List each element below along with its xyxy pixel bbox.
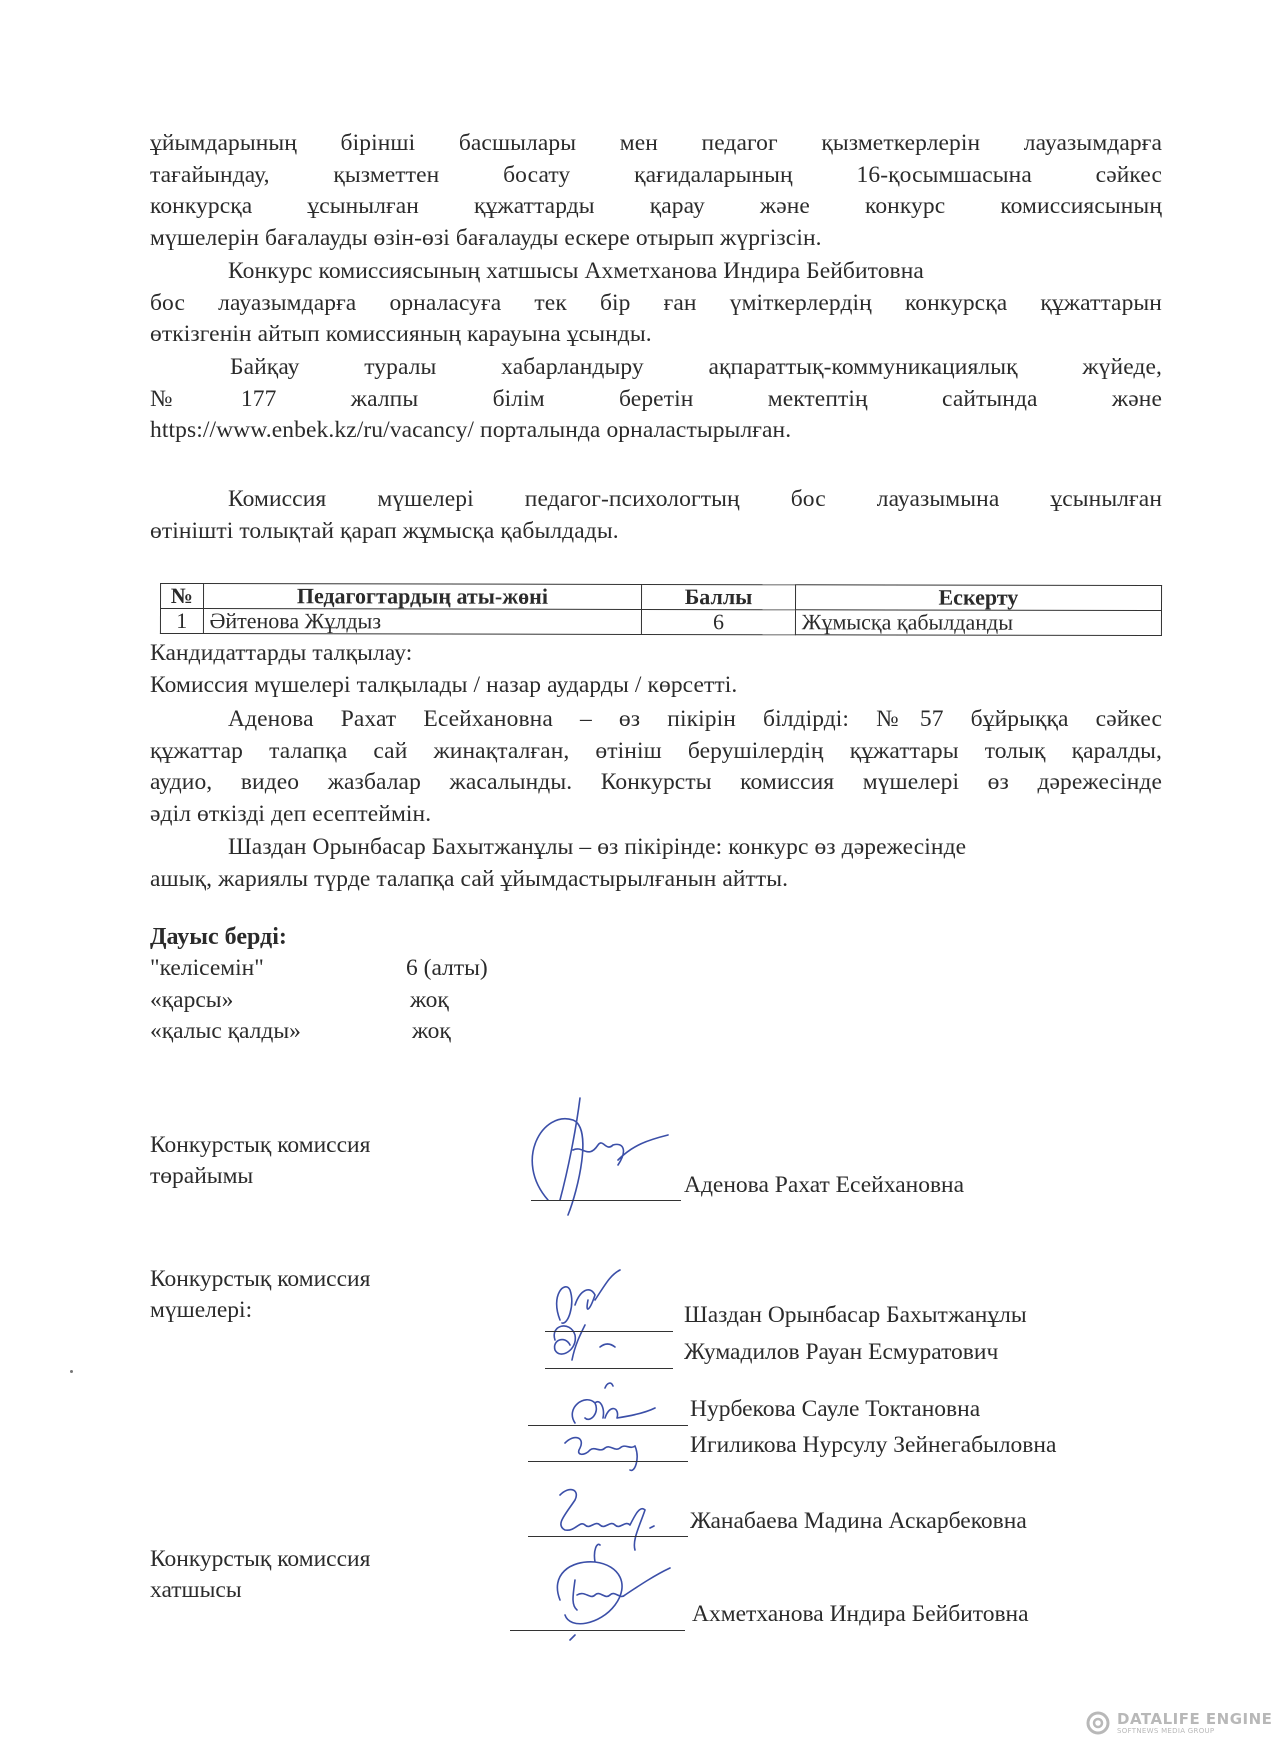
role-line: Конкурстық комиссия bbox=[150, 1266, 371, 1292]
col-name-header: Педагогтардың аты-жөні bbox=[203, 584, 642, 610]
cell-score: 6 bbox=[642, 609, 796, 634]
opinion-adenova bbox=[150, 704, 1162, 830]
member-name: Игиликова Нурсулу Зейнегабыловна bbox=[690, 1432, 1057, 1458]
vote-label: "келісемін" bbox=[150, 955, 264, 981]
role-line: хатшысы bbox=[150, 1577, 242, 1603]
paragraph-secretary bbox=[150, 256, 1162, 351]
text-line: ұйымдарының бірінші басшылары мен педагог қызметкерлерін лауазымдарға bbox=[150, 130, 1162, 156]
member3-signature-line bbox=[528, 1425, 688, 1426]
vote-label: «қалыс қалды» bbox=[150, 1018, 301, 1044]
discussion-section bbox=[150, 638, 1162, 701]
text-line: Конкурс комиссиясының хатшысы Ахметханова Индира Бейбитовна bbox=[228, 258, 924, 284]
role-line: Конкурстық комиссия bbox=[150, 1546, 371, 1572]
text-line: https://www.enbek.kz/ru/vacancy/ порталында орналастырылған. bbox=[150, 417, 792, 443]
col-score-header: Баллы bbox=[642, 584, 796, 609]
vote-title: Дауыс берді: bbox=[150, 924, 287, 950]
text-line: бос лауазымдарға орналасуға тек бір ған үміткерлердің конкурсқа құжаттарын bbox=[150, 289, 1162, 316]
col-number-header: № bbox=[161, 583, 204, 608]
member-name: Нурбекова Сауле Токтановна bbox=[690, 1396, 981, 1422]
members-role bbox=[150, 1264, 370, 1326]
text-line: Аденова Рахат Есейхановна – өз пікірін білдірді: №57 бұйрыққа сәйкес bbox=[228, 706, 1162, 732]
member1-signature-line bbox=[545, 1331, 673, 1332]
text-line: әділ өткізді деп есептеймін. bbox=[150, 800, 432, 827]
opinion-shazdan bbox=[150, 832, 1110, 895]
table-header-row bbox=[161, 583, 1162, 610]
results-table bbox=[160, 583, 1162, 636]
secretary-signature-icon bbox=[535, 1540, 685, 1650]
member4-signature-line bbox=[528, 1461, 688, 1462]
text-line: тағайындау, қызметтен босату қағидаларының 16-қосымшасына сәйкес bbox=[150, 161, 1162, 188]
vote-row-against bbox=[150, 987, 449, 1014]
member3-signature-icon bbox=[555, 1378, 695, 1478]
member2-signature-line bbox=[545, 1368, 673, 1369]
text-line: өтінішті толықтай қарап жұмысқа қабылдады. bbox=[150, 517, 619, 544]
text-line: ашық, жариялы түрде талапқа сай ұйымдастырылғанын айтты. bbox=[150, 865, 789, 892]
text-line: аудио, видео жазбалар жасалынды. Конкурсты комиссия мүшелері өз дәрежесінде bbox=[150, 769, 1162, 795]
text-line: Байқау туралы хабарландыру ақпараттық-коммуникациялық жүйеде, bbox=[230, 354, 1162, 380]
member1-signature-icon bbox=[540, 1265, 650, 1370]
text-line: өткізгенін айтып комиссияның карауына ұсынды. bbox=[150, 321, 652, 347]
role-line: мүшелері: bbox=[150, 1297, 253, 1323]
table-row bbox=[160, 608, 1161, 635]
watermark bbox=[1085, 1710, 1272, 1736]
cell-number: 1 bbox=[160, 608, 203, 633]
paragraph-decision bbox=[150, 484, 1162, 547]
paragraph-announcement bbox=[150, 352, 1162, 447]
vote-value: жоқ bbox=[410, 987, 449, 1013]
role-line: Конкурстық комиссия bbox=[150, 1132, 371, 1158]
text-line: конкурсқа ұсынылған құжаттарды қарау және конкурс комиссиясының bbox=[150, 193, 1162, 219]
chair-signature-icon bbox=[518, 1090, 688, 1230]
chair-role bbox=[150, 1130, 370, 1192]
vote-label: «қарсы» bbox=[150, 987, 234, 1013]
member-name: Шаздан Орынбасар Бахытжанұлы bbox=[684, 1302, 1027, 1328]
scan-speck bbox=[70, 1370, 73, 1373]
member5-signature-line bbox=[528, 1536, 688, 1537]
watermark-subtitle: SOFTNEWS MEDIA GROUP bbox=[1117, 1727, 1215, 1735]
paragraph-rules bbox=[150, 128, 1162, 254]
vote-value: 6 (алты) bbox=[406, 955, 488, 981]
member-name: Жанабаева Мадина Аскарбековна bbox=[690, 1508, 1027, 1534]
text-line: Шаздан Орынбасар Бахытжанұлы – өз пікірінде: конкурс өз дәрежесінде bbox=[228, 834, 967, 860]
cell-note: Жұмысқа қабылданды bbox=[795, 610, 1161, 636]
text-line: мүшелерін бағалауды өзін-өзі бағалауды ескере отырып жүргізсін. bbox=[150, 224, 822, 251]
chair-name: Аденова Рахат Есейхановна bbox=[684, 1172, 965, 1198]
datalife-logo-icon bbox=[1085, 1710, 1111, 1736]
watermark-title: DATALIFE ENGINE bbox=[1117, 1710, 1273, 1728]
vote-row-abstain bbox=[150, 1018, 451, 1045]
chair-signature-line bbox=[531, 1200, 681, 1201]
discussion-summary: Комиссия мүшелері талқылады / назар аударды / көрсетті. bbox=[150, 671, 738, 698]
member-name: Жумадилов Рауан Есмуратович bbox=[684, 1339, 999, 1365]
secretary-name: Ахметханова Индира Бейбитовна bbox=[692, 1601, 1029, 1627]
vote-row-agree bbox=[150, 955, 488, 982]
secretary-role bbox=[150, 1544, 370, 1606]
role-line: төрайымы bbox=[150, 1163, 254, 1189]
text-line: №177 жалпы білім беретін мектептің сайтында және bbox=[150, 385, 1162, 412]
discussion-title: Кандидаттарды талқылау: bbox=[150, 640, 413, 666]
vote-value: жоқ bbox=[412, 1018, 451, 1044]
col-note-header: Ескерту bbox=[795, 585, 1161, 611]
cell-name: Әйтенова Жұлдыз bbox=[203, 609, 642, 635]
text-line: құжаттар талапқа сай жинақталған, өтініш берушілердің құжаттары толық қаралды, bbox=[150, 737, 1162, 764]
text-line: Комиссия мүшелері педагог-психологтың бос лауазымына ұсынылған bbox=[228, 486, 1162, 512]
secretary-signature-line bbox=[510, 1630, 685, 1631]
